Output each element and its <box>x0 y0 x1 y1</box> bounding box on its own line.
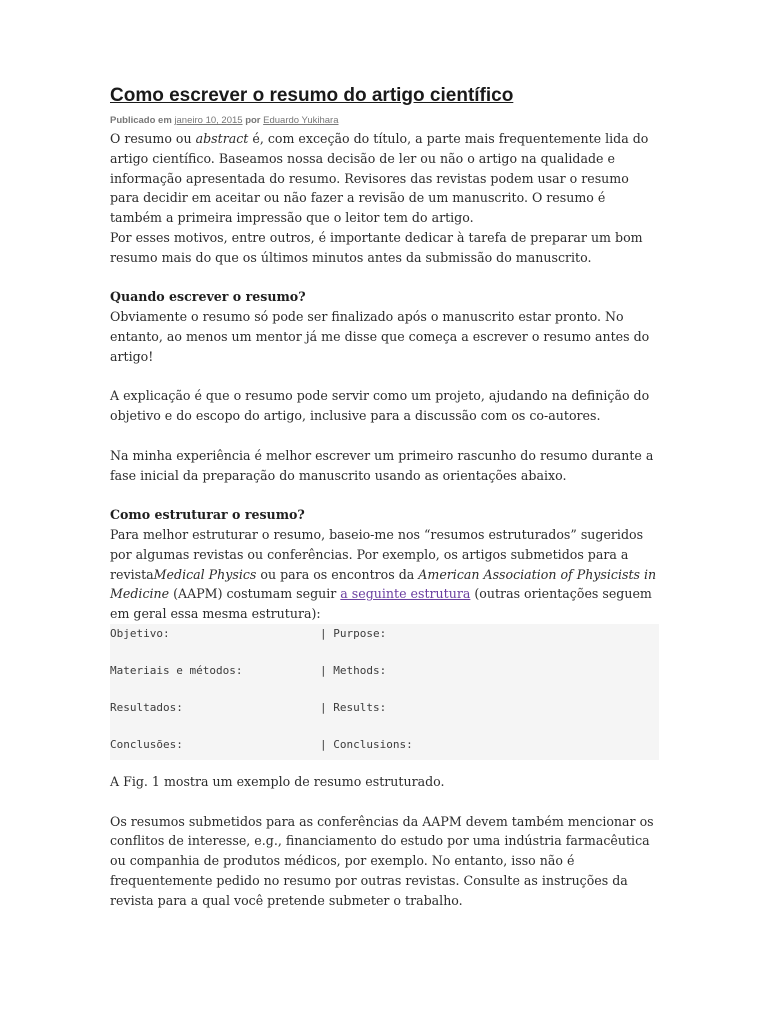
spacer <box>110 760 658 772</box>
structure-pt-label: Resultados: <box>110 700 183 714</box>
spacer <box>110 367 658 387</box>
structure-en-label: | Results: <box>320 700 387 714</box>
by-label: por <box>245 115 261 126</box>
structure-pt-label: Materiais e métodos: <box>110 663 243 677</box>
structure-paragraph-1 <box>110 525 658 624</box>
text-run: (outras orientações seguem em geral essa mesma estrutura): <box>110 586 652 622</box>
structure-paragraph-2: A Fig. 1 mostra um exemplo de resumo estruturado. <box>110 773 445 789</box>
article-title[interactable]: Como escrever o resumo do artigo científico <box>110 85 514 106</box>
structure-en-label: | Conclusions: <box>320 737 413 751</box>
text-run: O resumo ou <box>110 131 196 146</box>
abstract-term: abstract <box>195 131 249 146</box>
section-heading-when: Quando escrever o resumo? <box>110 289 306 305</box>
publish-date-link[interactable]: janeiro 10, 2015 <box>174 115 243 126</box>
spacer <box>110 485 658 505</box>
spacer <box>110 426 658 446</box>
article <box>110 84 658 911</box>
published-label: Publicado em <box>110 115 172 126</box>
when-paragraph-3: Na minha experiência é melhor escrever um primeiro rascunho do resumo durante a fase inicial da preparação do manuscrito usando as orientações abaixo. <box>110 447 654 483</box>
intro-paragraph-1 <box>110 129 658 228</box>
structure-link[interactable]: a seguinte estrutura <box>340 586 471 602</box>
structure-row <box>110 701 659 738</box>
structure-pt-label: Objetivo: <box>110 626 170 640</box>
structure-pt-label: Conclusões: <box>110 737 183 751</box>
structure-paragraph-3: Os resumos submetidos para as conferências da AAPM devem também mencionar os conflitos de interesse, e.g., financiamento do estudo por uma indústria farmacêutica ou companhia de produtos médicos, por exemplo. No entanto, isso não é frequentemente pedido no resumo por outras revistas. Consulte as instruções da revista para a qual você pretende submeter o trabalho. <box>110 813 654 908</box>
structure-row <box>110 664 659 701</box>
text-run: Para melhor estruturar o resumo, baseio-me nos “resumos estruturados” sugeridos por algumas revistas ou conferências. Por exemplo, os artigos submetidos para a revista <box>110 526 644 582</box>
when-paragraph-2: A explicação é que o resumo pode servir como um projeto, ajudando na definição do objetivo e do escopo do artigo, inclusive para a discussão com os co-autores. <box>110 388 650 424</box>
article-meta <box>110 115 658 127</box>
intro-paragraph-2: Por esses motivos, entre outros, é importante dedicar à tarefa de preparar um bom resumo mais do que os últimos minutos antes da submissão do manuscrito. <box>110 229 643 265</box>
journal-name: Medical Physics <box>153 566 257 582</box>
when-paragraph-1: Obviamente o resumo só pode ser finalizado após o manuscrito estar pronto. No entanto, ao menos um mentor já me disse que começa a escrever o resumo antes do artigo! <box>110 309 650 364</box>
section-heading-structure: Como estruturar o resumo? <box>110 507 305 523</box>
structure-row <box>110 738 659 754</box>
structure-en-label: | Methods: <box>320 663 387 677</box>
spacer <box>110 268 658 288</box>
text-run: (AAPM) costumam seguir <box>169 586 341 602</box>
spacer <box>110 792 658 812</box>
structure-row <box>110 627 659 664</box>
text-run: ou para os encontros da <box>256 566 419 582</box>
author-link[interactable]: Eduardo Yukihara <box>263 115 339 126</box>
structure-en-label: | Purpose: <box>320 626 387 640</box>
text-run: é, com exceção do título, a parte mais frequentemente lida do artigo científico. Baseamos nossa decisão de ler ou não o artigo na qualidade e informação apresentada do resumo. Revisores das revistas podem usar o resumo para decidir em aceitar ou não fazer a revisão de um manuscrito. O resumo é também a primeira impressão que o leitor tem do artigo. <box>110 131 649 226</box>
organization-name: American Association of Physicists in Medicine <box>110 566 657 602</box>
structure-code-block <box>110 624 659 760</box>
